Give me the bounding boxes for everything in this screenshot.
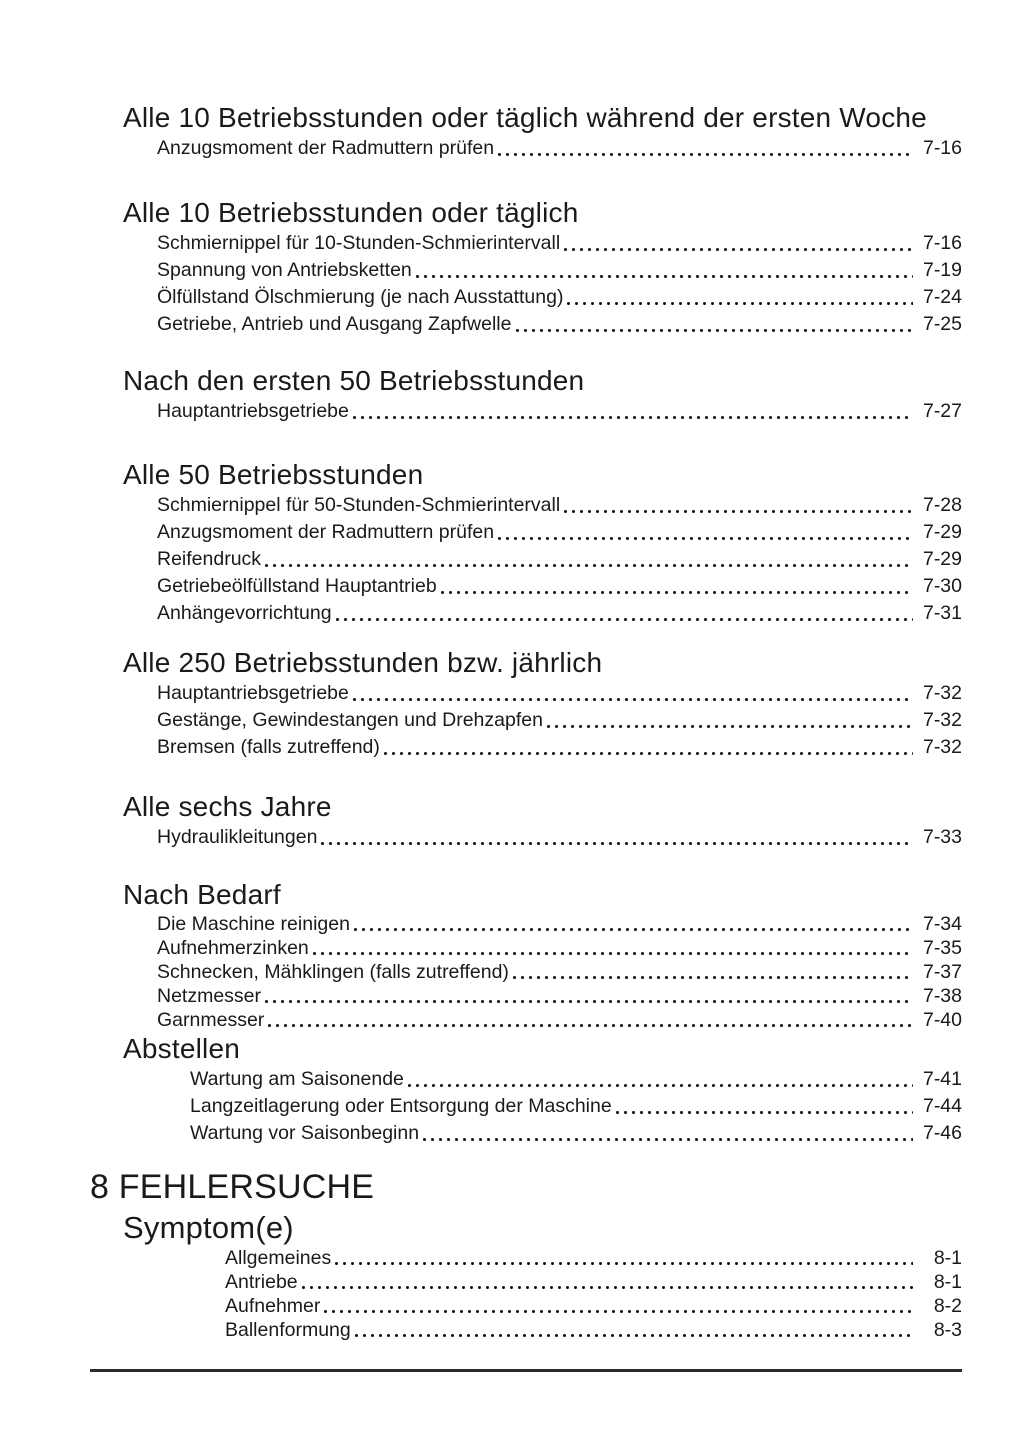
toc-entry <box>157 734 962 761</box>
entry-title: Allgemeines <box>225 1247 332 1269</box>
toc-entry <box>157 573 962 600</box>
dot-leader <box>404 1066 918 1093</box>
toc-entry <box>225 1246 962 1270</box>
section-heading: Abstellen <box>123 1033 240 1064</box>
entry-title: Getriebe, Antrieb und Ausgang Zapfwelle <box>157 313 512 335</box>
toc-entry <box>157 257 962 284</box>
dot-leader <box>543 707 918 734</box>
entry-title: Die Maschine reinigen <box>157 913 350 935</box>
dot-leader <box>563 284 918 311</box>
entry-page-number: 8-1 <box>933 1271 962 1293</box>
toc-section <box>90 790 962 851</box>
section-heading: Alle 250 Betriebsstunden bzw. jährlich <box>123 647 603 678</box>
entry-page-number: 7-32 <box>922 682 962 704</box>
entry-page-number: 7-16 <box>922 137 962 159</box>
entry-title: Ballenformung <box>225 1319 351 1341</box>
entry-page-number: 7-24 <box>922 286 962 308</box>
toc-entry <box>157 960 962 984</box>
toc-entry <box>157 519 962 546</box>
entry-page-number: 7-19 <box>922 259 962 281</box>
toc-section <box>90 1210 962 1342</box>
entry-page-number: 7-31 <box>922 602 962 624</box>
dot-leader <box>349 680 918 707</box>
entry-title: Hauptantriebsgetriebe <box>157 682 349 704</box>
toc-entry <box>157 984 962 1008</box>
dot-leader <box>494 519 918 546</box>
section-heading: Nach den ersten 50 Betriebsstunden <box>123 365 585 396</box>
entry-page-number: 7-38 <box>922 985 962 1007</box>
section-heading: Nach Bedarf <box>123 879 281 910</box>
entry-page-number: 7-35 <box>922 937 962 959</box>
dot-leader <box>261 984 918 1008</box>
toc-entry <box>157 135 962 162</box>
section-heading: Alle sechs Jahre <box>123 791 332 822</box>
entry-page-number: 7-44 <box>922 1095 962 1117</box>
toc-entry <box>157 680 962 707</box>
entry-page-number: 7-32 <box>922 736 962 758</box>
entry-page-number: 7-41 <box>922 1068 962 1090</box>
entry-page-number: 7-16 <box>922 232 962 254</box>
entry-title: Aufnehmerzinken <box>157 937 309 959</box>
page-divider-rule <box>90 1369 962 1372</box>
entry-title: Schmiernippel für 50-Stunden-Schmierintervall <box>157 494 561 516</box>
dot-leader <box>350 912 918 936</box>
entry-title: Garnmesser <box>157 1009 265 1031</box>
entry-page-number: 7-33 <box>922 826 962 848</box>
dot-leader <box>437 573 918 600</box>
entry-title: Ölfüllstand Ölschmierung (je nach Ausstattung) <box>157 286 564 308</box>
entry-page-number: 7-37 <box>922 961 962 983</box>
toc-section <box>90 646 962 761</box>
dot-leader <box>309 936 918 960</box>
dot-leader <box>264 1008 918 1032</box>
section-heading: Alle 10 Betriebsstunden oder täglich <box>123 197 579 228</box>
dot-leader <box>509 960 918 984</box>
dot-leader <box>332 600 918 627</box>
toc-entry <box>157 546 962 573</box>
dot-leader <box>331 1246 918 1270</box>
toc-entry <box>157 912 962 936</box>
entry-title: Anhängevorrichtung <box>157 602 332 624</box>
dot-leader <box>298 1270 918 1294</box>
toc-entry <box>225 1270 962 1294</box>
toc-entry <box>157 707 962 734</box>
dot-leader <box>317 824 918 851</box>
toc-section <box>90 1032 962 1147</box>
toc-entry <box>190 1120 962 1147</box>
toc-entry <box>190 1066 962 1093</box>
chapter-heading: 8 FEHLERSUCHE <box>90 1168 375 1206</box>
entry-page-number: 8-1 <box>933 1247 962 1269</box>
dot-leader <box>560 492 918 519</box>
entry-title: Reifendruck <box>157 548 262 570</box>
dot-leader <box>612 1093 918 1120</box>
toc-section <box>90 364 962 425</box>
dot-leader <box>419 1120 918 1147</box>
toc-section <box>90 458 962 627</box>
dot-leader <box>412 257 918 284</box>
dot-leader <box>512 311 919 338</box>
entry-title: Spannung von Antriebsketten <box>157 259 412 281</box>
dot-leader <box>261 546 918 573</box>
entry-title: Wartung am Saisonende <box>190 1068 404 1090</box>
dot-leader <box>320 1294 918 1318</box>
entry-page-number: 7-28 <box>922 494 962 516</box>
entry-title: Anzugsmoment der Radmuttern prüfen <box>157 521 495 543</box>
toc-section <box>90 196 962 338</box>
entry-title: Langzeitlagerung oder Entsorgung der Maschine <box>190 1095 612 1117</box>
entry-page-number: 7-40 <box>922 1009 962 1031</box>
dot-leader <box>380 734 918 761</box>
toc-section <box>90 878 962 1032</box>
toc-entry <box>157 311 962 338</box>
entry-title: Wartung vor Saisonbeginn <box>190 1122 420 1144</box>
entry-title: Hydraulikleitungen <box>157 826 318 848</box>
toc-section <box>90 101 962 162</box>
toc-entry <box>225 1318 962 1342</box>
entry-title: Gestänge, Gewindestangen und Drehzapfen <box>157 709 543 731</box>
toc-entry <box>157 936 962 960</box>
entry-page-number: 7-32 <box>922 709 962 731</box>
toc-entry <box>157 824 962 851</box>
entry-page-number: 8-2 <box>933 1295 962 1317</box>
entry-title: Netzmesser <box>157 985 262 1007</box>
entry-title: Anzugsmoment der Radmuttern prüfen <box>157 137 495 159</box>
entry-page-number: 7-29 <box>922 521 962 543</box>
toc-entry <box>190 1093 962 1120</box>
entry-title: Schmiernippel für 10-Stunden-Schmierintervall <box>157 232 561 254</box>
entry-title: Bremsen (falls zutreffend) <box>157 736 380 758</box>
toc-entry <box>157 600 962 627</box>
dot-leader <box>560 230 918 257</box>
toc-entry <box>157 230 962 257</box>
entry-page-number: 7-27 <box>922 400 962 422</box>
toc-entry <box>225 1294 962 1318</box>
entry-page-number: 7-29 <box>922 548 962 570</box>
section-heading: Alle 50 Betriebsstunden <box>123 459 424 490</box>
toc-entry <box>157 492 962 519</box>
dot-leader <box>494 135 918 162</box>
section-heading: Symptom(e) <box>123 1210 294 1245</box>
toc-entry <box>157 398 962 425</box>
entry-title: Schnecken, Mähklingen (falls zutreffend) <box>157 961 509 983</box>
entry-page-number: 7-25 <box>922 313 962 335</box>
entry-title: Aufnehmer <box>225 1295 321 1317</box>
toc-entry <box>157 1008 962 1032</box>
entry-title: Getriebeölfüllstand Hauptantrieb <box>157 575 437 597</box>
dot-leader <box>351 1318 918 1342</box>
toc-entry <box>157 284 962 311</box>
dot-leader <box>349 398 918 425</box>
entry-page-number: 7-46 <box>922 1122 962 1144</box>
entry-page-number: 7-30 <box>922 575 962 597</box>
entry-title: Antriebe <box>225 1271 298 1293</box>
section-heading: Alle 10 Betriebsstunden oder täglich während der ersten Woche <box>123 102 927 133</box>
entry-title: Hauptantriebsgetriebe <box>157 400 349 422</box>
entry-page-number: 7-34 <box>922 913 962 935</box>
entry-page-number: 8-3 <box>933 1319 962 1341</box>
